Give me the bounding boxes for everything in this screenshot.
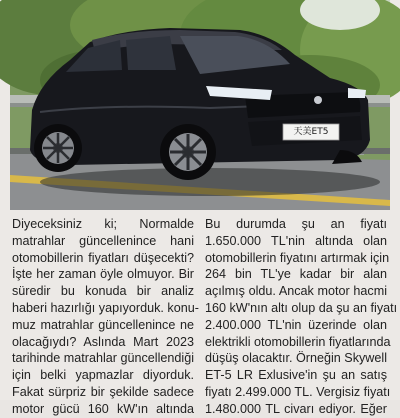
text-line: düşüş olacaktır. Örneğin Skywell (205, 351, 387, 366)
text-line: süredir bu konuda bir analiz (12, 284, 194, 299)
text-line: motor gücü 160 kW'ın altında (12, 401, 194, 416)
text-line: olacağıydı? Aslında Mart 2023 (12, 334, 194, 349)
text-line: 1.650.000 TL'nin altında olan (205, 233, 387, 248)
text-line: tarihinde matrahlar güncellendiği (12, 351, 195, 366)
text-line: elektrikli otomobillerin fiyatlarında (205, 334, 391, 349)
text-line: fiyatı 2.499.000 TL. Vergisiz fiyatı (205, 384, 391, 399)
text-line: 1.480.000 TL civarı ediyor. Eğer (205, 401, 387, 416)
text-line: 2.400.000 TL'nin üzerinde olan (205, 317, 387, 332)
text-line: haberi hazırlığı yapıyorduk. konu- (12, 300, 199, 315)
text-line: Bu durumda şu an fiyatı (205, 217, 387, 231)
text-line: açılmış oldu. Ancak motor hacmi (205, 284, 387, 299)
article-column-left (12, 216, 199, 418)
text-line: Diyeceksiniz ki; Normalde (12, 217, 194, 231)
text-line: Fakat sürpriz bir şekilde sadece (12, 384, 194, 399)
text-line: için belki yapmazlar diyorduk. (12, 368, 194, 383)
article-column-right (205, 216, 398, 418)
text-line: İşte her zaman öyle olmuyor. Bir (12, 267, 194, 282)
text-line: matrahlar güncellenince hani (12, 233, 194, 248)
text-line: otomobillerin fiyatını artırmak için (205, 250, 390, 265)
text-line: otomobillerin fiyatları düşecekti? (12, 250, 194, 265)
text-line: 264 bin TL'ye kadar bir alan (205, 267, 387, 282)
text-line: 160 kW'nın altı olup da şu an fiyatı (205, 300, 398, 315)
text-line: ET-5 LR Exlusive'in şu an satış (205, 368, 387, 383)
car-photo-illustration (10, 0, 390, 210)
license-plate-text: 天美ET5 (293, 127, 329, 137)
text-line: muz matrahlar güncellenince ne (12, 317, 194, 332)
car-photo (10, 0, 390, 210)
